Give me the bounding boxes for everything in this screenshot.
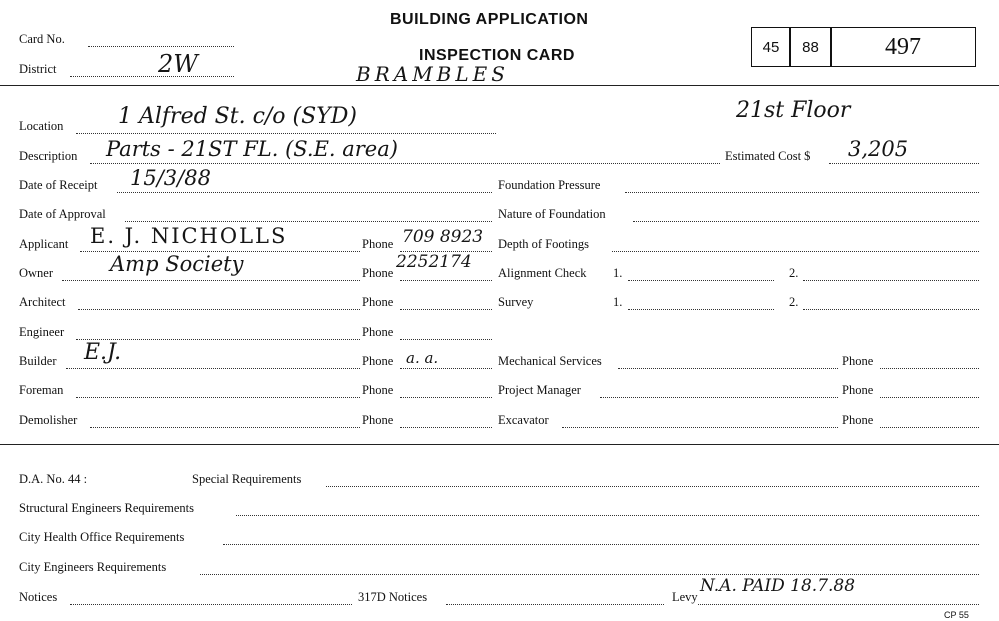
phone-label-architect: Phone [362,295,394,309]
date-of-receipt-label: Date of Receipt [19,178,98,192]
levy-label: Levy [672,590,698,604]
notices-line [70,604,352,605]
city-health-label: City Health Office Requirements [19,530,185,544]
project-manager-line [600,397,838,398]
special-requirements-label: Special Requirements [192,472,302,486]
form-code: CP 55 [944,610,969,620]
owner-line [62,280,360,281]
foundation-pressure-label: Foundation Pressure [498,178,601,192]
location-line [76,133,496,134]
estimated-cost-label: Estimated Cost $ [725,149,811,163]
nature-of-foundation-label: Nature of Foundation [498,207,606,221]
applicant-label: Applicant [19,237,69,251]
city-health-line [223,544,979,545]
phone-label-project-manager: Phone [842,383,874,397]
317d-notices-label: 317D Notices [358,590,428,604]
phone-label-mechanical: Phone [842,354,874,368]
phone-line-demolisher [400,427,492,428]
survey-line-2 [803,309,979,310]
floor-note: 21st Floor [736,98,851,123]
ref-box-497: 497 [830,27,976,67]
nature-of-foundation-line [633,221,979,222]
description-label: Description [19,149,78,163]
phone-line-mechanical [880,368,979,369]
excavator-label: Excavator [498,413,549,427]
phone-value-owner: 2252174 [396,252,472,272]
estimated-cost-value: 3,205 [848,137,909,161]
owner-label: Owner [19,266,54,280]
city-engineers-line [200,574,979,575]
mechanical-services-label: Mechanical Services [498,354,602,368]
317d-notices-line [446,604,664,605]
phone-label-foreman: Phone [362,383,394,397]
alignment-check-1: 1. [613,266,623,280]
special-requirements-line [326,486,979,487]
header-rule [0,85,999,86]
date-of-approval-label: Date of Approval [19,207,106,221]
phone-line-project-manager [880,397,979,398]
phone-value-applicant: 709 8923 [402,227,484,247]
foundation-pressure-line [625,192,979,193]
city-engineers-label: City Engineers Requirements [19,560,167,574]
phone-label-demolisher: Phone [362,413,394,427]
survey-1: 1. [613,295,623,309]
project-manager-label: Project Manager [498,383,581,397]
district-value: 2W [158,50,198,78]
levy-line [698,604,979,605]
architect-line [78,309,360,310]
phone-label-engineer: Phone [362,325,394,339]
da-no-label: D.A. No. 44 : [19,472,88,486]
district-label: District [19,62,57,76]
alignment-check-line-2 [803,280,979,281]
demolisher-line [90,427,360,428]
engineer-label: Engineer [19,325,65,339]
depth-of-footings-label: Depth of Footings [498,237,589,251]
district-line [70,76,234,77]
phone-label-applicant: Phone [362,237,394,251]
demolisher-label: Demolisher [19,413,78,427]
phone-line-owner [400,280,492,281]
description-line [90,163,720,164]
structural-engineers-label: Structural Engineers Requirements [19,501,194,515]
phone-label-excavator: Phone [842,413,874,427]
location-label: Location [19,119,64,133]
levy-value: N.A. PAID 18.7.88 [700,576,856,596]
phone-value-builder: a. a. [406,349,439,367]
estimated-cost-line [829,163,979,164]
alignment-check-line-1 [628,280,774,281]
date-of-receipt-value: 15/3/88 [130,166,211,190]
foreman-line [76,397,360,398]
excavator-line [562,427,838,428]
builder-label: Builder [19,354,57,368]
survey-label: Survey [498,295,534,309]
survey-2: 2. [789,295,799,309]
description-value: Parts - 21ST FL. (S.E. area) [106,137,398,161]
phone-line-engineer [400,339,492,340]
phone-line-excavator [880,427,979,428]
location-value: 1 Alfred St. c/o (SYD) [118,104,357,129]
phone-line-architect [400,309,492,310]
ref-box-88: 88 [789,27,832,67]
structural-engineers-line [236,515,979,516]
date-of-approval-line [125,221,492,222]
foreman-label: Foreman [19,383,64,397]
survey-line-1 [628,309,774,310]
builder-value: E.J. [84,340,122,365]
date-of-receipt-line [117,192,492,193]
mechanical-services-line [618,368,838,369]
architect-label: Architect [19,295,66,309]
builder-line [66,368,360,369]
card-no-line [88,46,234,47]
phone-label-builder: Phone [362,354,394,368]
title-building-application: BUILDING APPLICATION [390,11,589,28]
owner-value: Amp Society [110,252,244,276]
ref-box-45: 45 [751,27,791,67]
card-no-label: Card No. [19,32,65,46]
notices-label: Notices [19,590,58,604]
phone-line-foreman [400,397,492,398]
phone-label-owner: Phone [362,266,394,280]
alignment-check-label: Alignment Check [498,266,587,280]
title-inspection-card: INSPECTION CARD [419,47,575,64]
brambles-text: BRAMBLES [356,62,509,86]
alignment-check-2: 2. [789,266,799,280]
phone-line-builder [400,368,492,369]
depth-of-footings-line [612,251,979,252]
applicant-value: E. J. NICHOLLS [90,224,288,248]
middle-rule [0,444,999,445]
